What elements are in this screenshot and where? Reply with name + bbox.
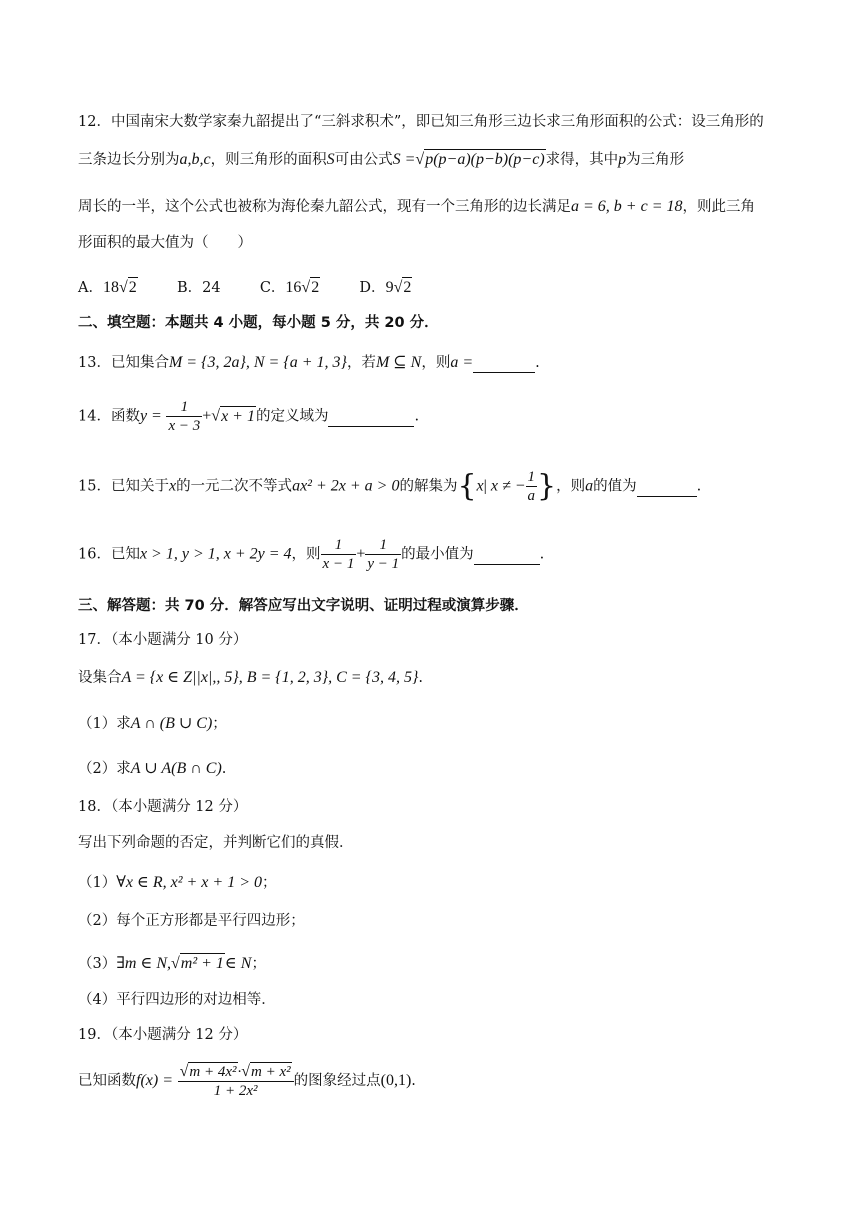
q16-condition: x > 1, y > 1, x + 2y = 4 (139, 545, 292, 563)
q19-dot: · (237, 1064, 242, 1080)
option-coef: 9 (385, 279, 394, 296)
q17-stem (78, 668, 423, 687)
sqrt-icon: √ (211, 407, 221, 425)
q12-option-d[interactable] (359, 280, 412, 296)
option-label: D． (359, 280, 386, 296)
q19-radicand-2: m + x² (251, 1064, 291, 1080)
q18-part1-label: （1） (78, 875, 117, 891)
q18-part1-end: ； (262, 875, 277, 891)
q18-part4-text: （4）平行四边形的对边相等． (78, 992, 276, 1008)
q15-x-var: x (168, 477, 177, 495)
q18-part1-expr: ∀x ∈ R, x² + x + 1 > 0 (116, 874, 262, 891)
q18-part3-label: （3） (78, 956, 117, 972)
q12-p-var: p (618, 151, 627, 168)
q18-part3-radicand: m² + 1 (180, 955, 224, 972)
q17-part2-expr: A ∪ A(B ∩ C) (130, 760, 222, 777)
q16-end: . (539, 546, 545, 563)
q19-point: (0,1) (380, 1072, 412, 1090)
q12-formula-lhs: S = (392, 151, 416, 168)
q12-line1 (78, 114, 764, 131)
q15-suffix: 的值为 (593, 478, 637, 495)
q17-part1 (78, 714, 227, 733)
q17-part1-end: ； (212, 716, 227, 732)
q14 (78, 398, 419, 435)
q14-answer-blank[interactable] (328, 409, 414, 427)
q18-head (78, 799, 247, 816)
option-label: B． (176, 280, 203, 296)
q19-lhs: f(x) = (136, 1072, 173, 1090)
q15-prefix: 15．已知关于 (78, 478, 169, 495)
q13-prefix: 13．已知集合 (78, 355, 169, 371)
q13-mid: ，若 (346, 355, 376, 371)
q18-stem-text: 写出下列命题的否定，并判断它们的真假． (78, 835, 354, 851)
q16-numerator-1: 1 (334, 537, 343, 553)
q19-numerator (178, 1062, 294, 1081)
q15-fraction (526, 468, 538, 505)
q12-line3 (78, 197, 755, 216)
q17-part2-end: . (221, 761, 227, 777)
q18-part3 (78, 953, 266, 973)
q12-text-2e: 为三角形 (626, 152, 685, 168)
q13-sets: M = {3, 2a}, N = {a + 1, 3} (168, 354, 347, 371)
q12-text-2d: 求得，其中 (545, 152, 619, 168)
sqrt-icon: √ (179, 1063, 189, 1080)
q12-option-b[interactable] (177, 280, 221, 296)
q14-suffix: 的定义域为 (255, 408, 329, 425)
q12-text-4: 形面积的最大值为（ ） (78, 235, 252, 251)
q15-mid3: ，则 (556, 478, 586, 495)
option-radicand: 2 (128, 279, 137, 296)
q18-part1 (78, 873, 277, 892)
q12-side-vars: a,b,c (179, 151, 211, 168)
q15 (78, 468, 701, 505)
q18-stem (78, 835, 354, 852)
q16-denominator-1: x − 1 (322, 556, 355, 572)
q19-stem (78, 1062, 416, 1100)
q12-text-3b: ，则此三角 (682, 199, 755, 215)
q15-set-var: x (476, 477, 484, 495)
q13-answer-blank[interactable] (473, 355, 535, 373)
q15-inequality: ax² + 2x + a > 0 (292, 477, 400, 495)
q13-ask: a = (450, 354, 474, 371)
q14-end: . (414, 408, 420, 425)
q18-part4 (78, 992, 276, 1009)
sqrt-icon: √ (393, 279, 403, 296)
q12-text-2b: ，则三角形的面积 (210, 152, 327, 168)
q13 (78, 353, 540, 373)
q16-denominator-2: y − 1 (367, 556, 400, 572)
q12-condition: a = 6, b + c = 18 (571, 198, 683, 215)
option-radicand: 2 (403, 279, 412, 296)
q17-part1-label: （1）求 (78, 716, 131, 732)
q16-numerator-2: 1 (379, 537, 387, 553)
q16-mid: ，则 (291, 546, 321, 563)
q15-mid2: 的解集为 (399, 478, 458, 495)
q15-numerator: 1 (527, 469, 536, 485)
q17-part2-label: （2）求 (78, 761, 131, 777)
q16-prefix: 16．已知 (78, 546, 140, 563)
q12-text-2c: 可由公式 (334, 152, 393, 168)
option-label: C． (259, 280, 286, 296)
sqrt-icon: √ (170, 955, 180, 972)
right-brace-icon: } (537, 468, 557, 504)
q14-radicand: x + 1 (221, 407, 255, 425)
q12-option-a[interactable] (78, 280, 138, 296)
option-radicand: 2 (311, 279, 320, 296)
q19-suffix: 的图象经过点 (293, 1073, 381, 1090)
q18-heading: 18．（本小题满分 12 分） (78, 799, 248, 815)
sqrt-icon: √ (301, 279, 311, 296)
q17-head (78, 632, 247, 649)
sqrt-icon: √ (241, 1063, 251, 1080)
q19-head (78, 1027, 247, 1044)
q15-a-var: a (585, 477, 594, 495)
section-solution-heading (78, 598, 529, 615)
q19-heading: 19．（本小题满分 12 分） (78, 1027, 248, 1043)
q19-radicand-1: m + 4x² (189, 1064, 237, 1080)
q12-area-var: S (326, 151, 335, 168)
q17-heading: 17．（本小题满分 10 分） (78, 632, 248, 648)
q18-part2 (78, 913, 305, 930)
q14-denominator: x − 3 (168, 418, 201, 434)
q17-part1-expr: A ∩ (B ∪ C) (130, 715, 213, 732)
q15-mid: 的一元二次不等式 (176, 478, 293, 495)
q18-part3-expr-b: ∈ N (224, 955, 252, 972)
sqrt-icon: √ (118, 279, 128, 296)
option-label: A． (78, 280, 103, 296)
q16 (78, 536, 544, 573)
q14-plus: + (202, 407, 212, 425)
option-coef: 16 (285, 279, 302, 296)
q16-fraction-1 (321, 536, 357, 573)
q14-fraction (166, 398, 202, 435)
sqrt-icon: √ (415, 151, 425, 168)
q15-answer-blank[interactable] (637, 479, 697, 497)
q18-part3-expr-a: ∃m ∈ N, (116, 955, 171, 972)
q12-formula-radicand: p(p−a)(p−b)(p−c) (425, 151, 545, 168)
section-fill-blank-heading (78, 315, 439, 332)
option-coef: 18 (102, 279, 119, 296)
q15-end: . (696, 478, 702, 495)
section3-title: 三、解答题：共 70 分．解答应写出文字说明、证明过程或演算步骤． (78, 598, 529, 614)
q13-condition: M ⊆ N (375, 354, 422, 371)
q12-options (78, 277, 412, 297)
q16-answer-blank[interactable] (474, 547, 540, 565)
q13-mid2: ，则 (421, 355, 451, 371)
section2-title: 二、填空题：本题共 4 小题，每小题 5 分，共 20 分． (78, 315, 439, 331)
q16-plus: + (356, 545, 366, 563)
q12-text-3a: 周长的一半，这个公式也被称为海伦秦九韶公式，现有一个三角形的边长满足 (78, 199, 571, 215)
q14-prefix: 14．函数 (78, 408, 140, 425)
q19-fraction (178, 1062, 294, 1100)
option-coef: 24 (202, 280, 221, 296)
q12-line2 (78, 149, 684, 169)
q18-part3-end: ； (251, 956, 266, 972)
bar-icon: | (483, 477, 491, 495)
q12-text-2a: 三条边长分别为 (78, 152, 180, 168)
q18-part2-text: （2）每个正方形都是平行四边形； (78, 913, 305, 929)
q12-text-1: 12．中国南宋大数学家秦九韶提出了“三斜求积术”，即已知三角形三边长求三角形面积的公式：设三角形的 (78, 114, 764, 130)
q19-denominator: 1 + 2x² (178, 1081, 294, 1100)
q16-fraction-2 (365, 536, 401, 573)
q19-end: . (411, 1073, 416, 1090)
q17-part2 (78, 759, 226, 778)
q15-set-condition: x ≠ − (490, 477, 526, 495)
q17-stem-prefix: 设集合 (78, 670, 122, 686)
q16-suffix: 的最小值为 (401, 546, 474, 563)
q19-prefix: 已知函数 (78, 1073, 136, 1090)
q15-denominator: a (527, 488, 536, 504)
q14-numerator: 1 (180, 399, 189, 415)
q13-end: . (535, 355, 540, 371)
q14-lhs: y = (139, 407, 162, 425)
left-brace-icon: { (457, 468, 477, 504)
q12-line4 (78, 235, 252, 252)
q17-stem-end: . (418, 670, 423, 686)
q17-sets: A = {x ∈ Z||x|,, 5}, B = {1, 2, 3}, C = {3, 4, 5} (121, 669, 419, 686)
q12-option-c[interactable] (260, 280, 320, 296)
